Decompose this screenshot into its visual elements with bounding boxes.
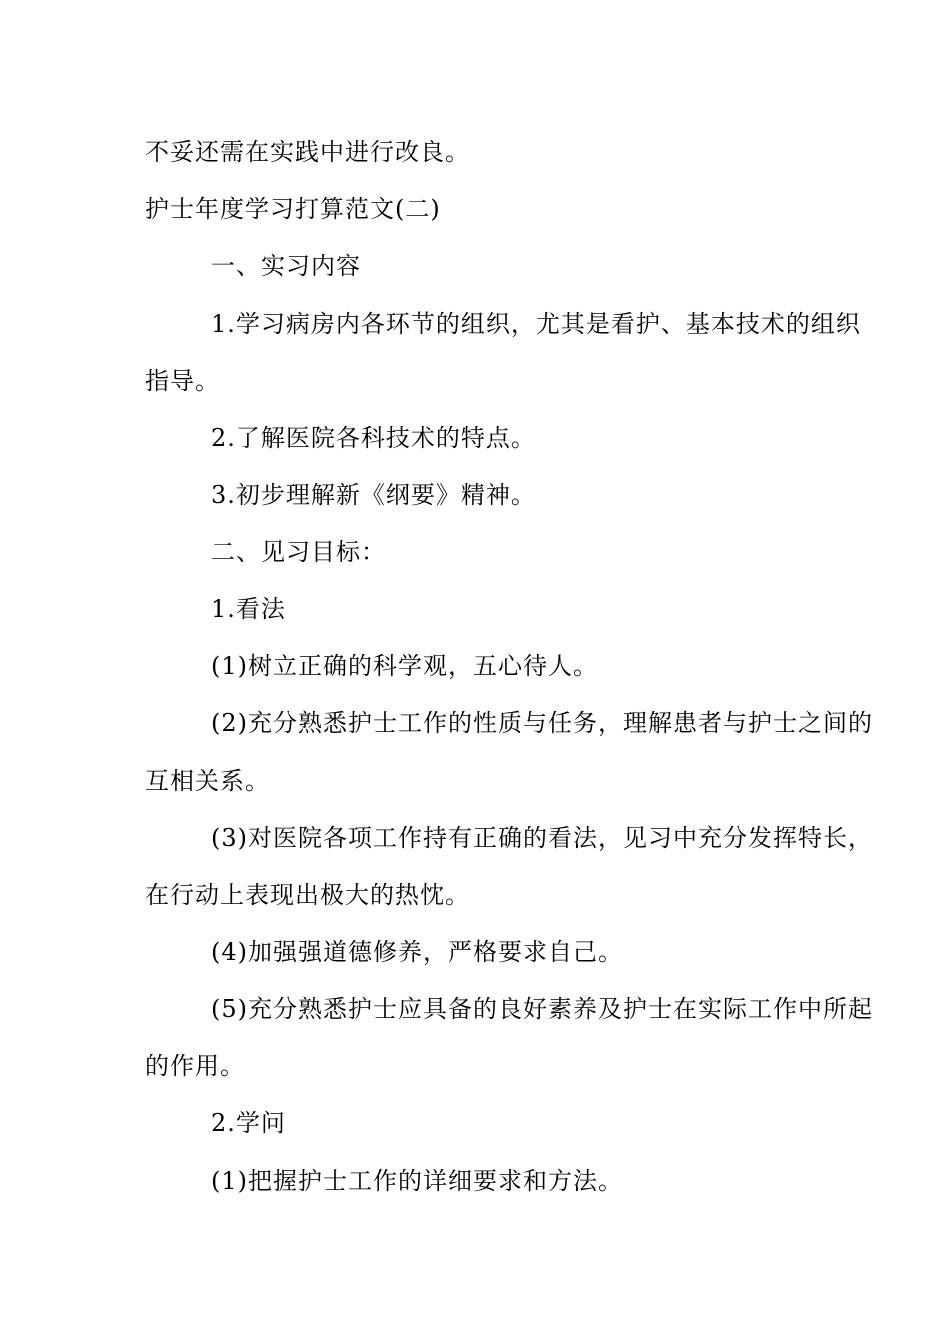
paragraph-line: (3)对医院各项工作持有正确的看法，见习中充分发挥特长， <box>211 824 873 852</box>
subheading-attitude: 1.看法 <box>211 595 286 623</box>
subheading-knowledge: 2.学问 <box>211 1109 286 1137</box>
paragraph-line: 在行动上表现出极大的热忱。 <box>145 881 470 909</box>
paragraph-line: 1.学习病房内各环节的组织，尤其是看护、基本技术的组织 <box>211 310 861 338</box>
paragraph-line: 指导。 <box>145 367 220 395</box>
paragraph-line: (4)加强强道德修养，严格要求自己。 <box>211 938 623 966</box>
paragraph-line: (5)充分熟悉护士应具备的良好素养及护士在实际工作中所起 <box>211 995 873 1023</box>
section-title: 护士年度学习打算范文(二) <box>145 195 441 223</box>
paragraph-line: 的作用。 <box>145 1052 245 1080</box>
paragraph-line: 不妥还需在实践中进行改良。 <box>145 138 470 166</box>
paragraph-line: 互相关系。 <box>145 767 270 795</box>
paragraph-line: 2.了解医院各科技术的特点。 <box>211 424 536 452</box>
paragraph-line: (1)把握护士工作的详细要求和方法。 <box>211 1167 623 1195</box>
heading-internship-content: 一、实习内容 <box>211 252 361 280</box>
paragraph-line: (2)充分熟悉护士工作的性质与任务，理解患者与护士之间的 <box>211 709 873 737</box>
paragraph-line: (1)树立正确的科学观，五心待人。 <box>211 652 598 680</box>
paragraph-line: 3.初步理解新《纲要》精神。 <box>211 481 536 509</box>
heading-observation-goals: 二、见习目标： <box>211 538 386 566</box>
